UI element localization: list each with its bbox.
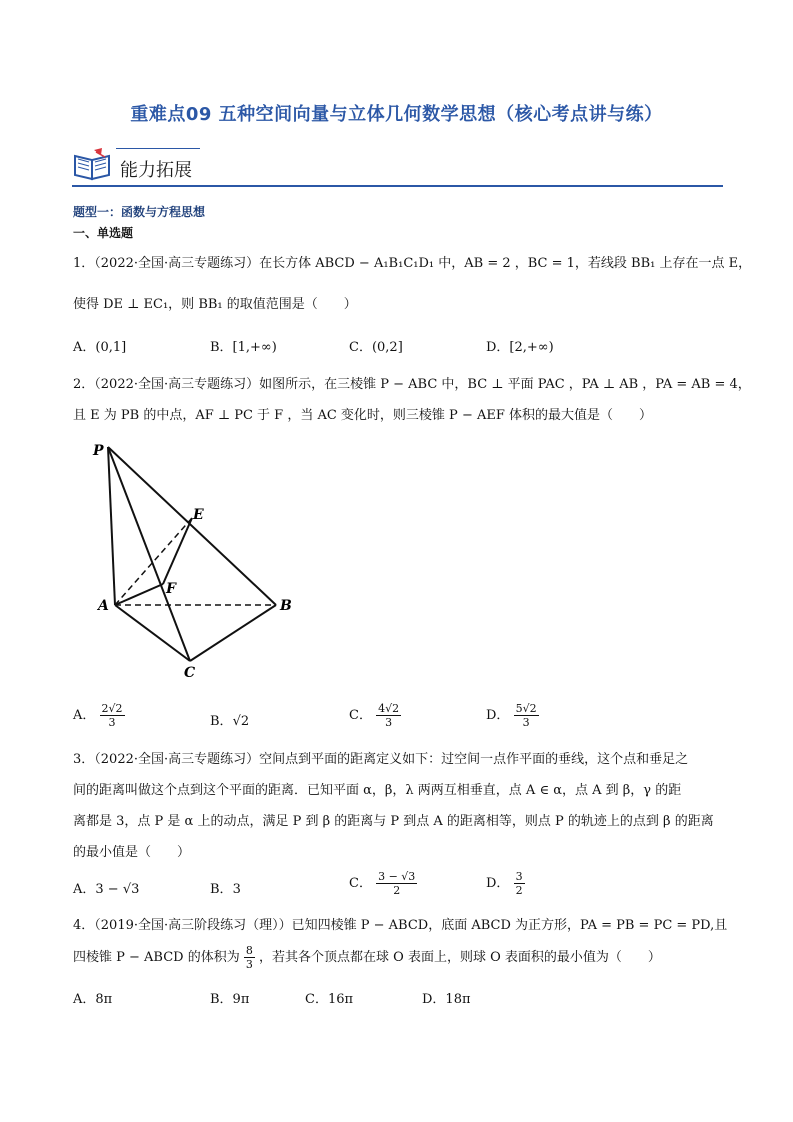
section-header <box>72 144 723 189</box>
q1-option-a: A．(0,1] <box>73 340 127 355</box>
q1-line2: 使得 DE ⊥ EC₁，则 BB₁ 的取值范围是（ ） <box>73 297 357 312</box>
q3-line1: 3．（2022·全国·高三专题练习）空间点到平面的距离定义如下：过空间一点作平面的垂线，这个点和垂足之 <box>73 752 689 767</box>
q3-option-d: D． $\frac{3}{2}$ <box>486 870 523 897</box>
q4-line1: 4．（2019·全国·高三阶段练习（理））已知四棱锥 P − ABCD，底面 ABCD 为正方形，PA = PB = PC = PD,且 <box>73 918 728 933</box>
q3-line3: 离都是 3，点 P 是 α 上的动点，满足 P 到 β 的距离与 P 到点 A 的距离相等，则点 P 的轨迹上的点到 β 的距离 <box>73 814 714 829</box>
q1-line1: 1．（2022·全国·高三专题练习）在长方体 ABCD − A₁B₁C₁D₁ 中，AB = 2 ，BC = 1，若线段 BB₁ 上存在一点 E， <box>73 256 752 271</box>
q4-line2: 四棱锥 P − ABCD 的体积为 $\frac{8}{3}$ ，若其各个顶点都在球 O 表面上，则球 O 表面积的最小值为（ ） <box>73 944 661 971</box>
q4-option-a: A．8π <box>73 992 113 1007</box>
q3-option-c: C． $\frac{3 - √3}{2}$ <box>349 870 416 897</box>
q2-line2: 且 E 为 PB 的中点，AF ⊥ PC 于 F ，当 AC 变化时，则三棱锥 P − AEF 体积的最大值是（ ） <box>73 408 652 423</box>
q4-option-d: D．18π <box>422 992 471 1007</box>
q3-line2: 间的距离叫做这个点到这个平面的距离．已知平面 α，β，λ 两两互相垂直，点 A ∈ α，点 A 到 β，γ 的距 <box>73 783 682 798</box>
q4-option-c: C．16π <box>305 992 354 1007</box>
section-divider <box>72 185 723 187</box>
q4-option-b: B．9π <box>210 992 250 1007</box>
q1-option-c: C．(0,2] <box>349 340 403 355</box>
label-A: A <box>98 598 109 614</box>
label-C: C <box>184 665 196 680</box>
q2-option-a: A． $\frac{2√2}{3}$ <box>73 702 123 729</box>
label-F: F <box>166 581 176 597</box>
q3-option-a: A．3 − √3 <box>73 882 140 897</box>
topic-heading: 题型一：函数与方程思想 <box>73 205 206 219</box>
book-icon <box>72 146 114 182</box>
label-E: E <box>193 507 204 523</box>
q1-option-d: D．[2,+∞) <box>486 340 554 355</box>
q1-option-b: B．[1,+∞) <box>210 340 277 355</box>
header-accent-rule <box>116 148 200 149</box>
q2-option-b: B．√2 <box>210 714 250 729</box>
q2-line1: 2．（2022·全国·高三专题练习）如图所示，在三棱锥 P − ABC 中，BC ⊥ 平面 PAC ，PA ⊥ AB ，PA = AB = 4， <box>73 377 751 392</box>
section-label: 能力拓展 <box>120 160 192 181</box>
q3-line4: 的最小值是（ ） <box>73 845 191 860</box>
q2-option-d: D． $\frac{5√2}{3}$ <box>486 702 537 729</box>
q3-option-b: B．3 <box>210 882 241 897</box>
page-title: 重难点09 五种空间向量与立体几何数学思想（核心考点讲与练） <box>130 104 663 125</box>
subheading: 一、单选题 <box>73 226 134 240</box>
label-B: B <box>280 598 292 614</box>
label-P: P <box>93 443 104 459</box>
tetrahedron-figure <box>90 435 300 680</box>
q2-option-c: C． $\frac{4√2}{3}$ <box>349 702 400 729</box>
